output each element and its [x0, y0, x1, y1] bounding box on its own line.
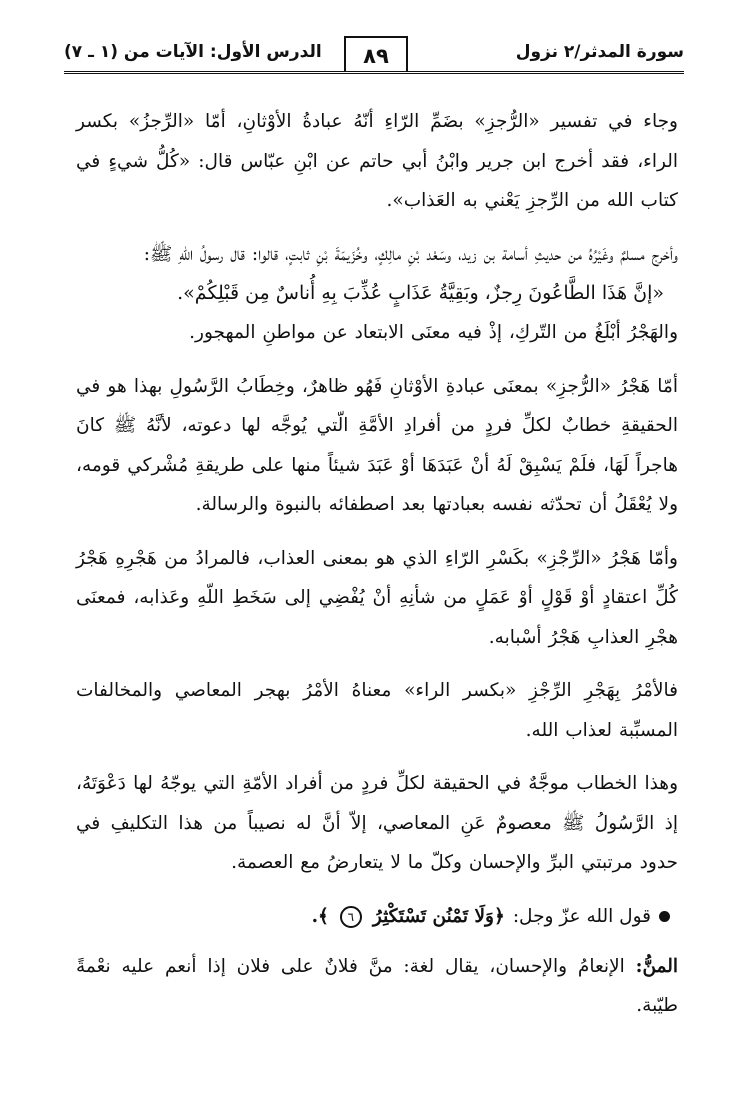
surah-title: سورة المدثر/٢ نزول: [515, 42, 684, 62]
bullet-icon: [659, 911, 670, 922]
paragraph-mann-definition: [76, 947, 678, 1026]
paragraph-rujz-meaning: وجاء في تفسير «الرُّجزِ» بضَمِّ الرّاءِ أنّهُ عبادةُ الأوْثانِ، أمّا «الرِّجزُ» بكسر الراء، فقد أخرج ابن جرير وابْنُ أبي حاتم عن ابْنِ عبّاس قال: «كُلُّ شيءٍ في كتاب الله من الرِّجزِ يَعْني به العَذاب».: [76, 111, 678, 211]
lesson-title: الدرس الأول: الآيات من (١ ـ ٧): [64, 42, 322, 62]
verse-text: ﴿وَلَا تَمْنُن تَسْتَكْثِرُ: [372, 905, 505, 927]
verse-close: ﴾.: [311, 905, 329, 927]
page-content: [76, 102, 678, 1040]
verse-bullet-line: [76, 897, 678, 937]
definition-mann: الإنعامُ والإحسان، يقال لغة: منَّ فلانٌ على فلان إذا أنعم عليه نعْمةً طيّبة.: [76, 955, 678, 1016]
paragraph-hadith-intro: وأخرج مسلمٌ وغَيْرُهُ من حديثِ أسامة بن زيد، وسَعْد بْنِ مالِكٍ، وخُزَيمَةَ بْنِ ثابتٍ، قالوا: قال رسولُ اللّهِ ﷺ:: [143, 243, 678, 265]
paragraph-punishment: وأمّا هَجْرُ «الرِّجْزِ» بكَسْرِ الرّاءِ الذي هو بمعنى العذاب، فالمرادُ من هَجْرِهِ هَجْرُ كُلِّ اعتقادٍ أوْ قَوْلٍ أوْ عَمَلٍ من شأنِهِ أنْ يُفْضِي إلى سَخَطِ اللّهِ وعَذابه، فمعنَى هجْرِ العذابِ هَجْرُ أسْبابه.: [76, 547, 678, 648]
paragraph-hajr-meaning: والهَجْرُ أبْلَغُ من التّركِ، إذْ فيه معنَى الابتعاد عن مواطنِ المهجور.: [189, 322, 678, 343]
term-mann: المنُّ:: [635, 955, 678, 977]
verse-intro: قول الله عزّ وجل:: [512, 905, 651, 927]
hadith-quote: «إنَّ هَذَا الطَّاعُونَ رِجزٌ، وبَقِيَّةُ عَذَابٍ عُذِّبَ بِهِ أُناسٌ مِن قَبْلِكُمْ».: [177, 282, 664, 304]
ayah-number-icon: ٦: [340, 906, 362, 928]
page-header: [64, 36, 684, 74]
header-rule: [64, 71, 684, 74]
page-number: ٨٩: [344, 36, 408, 72]
paragraph-addressed: وهذا الخطاب موجَّهٌ في الحقيقة لكلِّ فردٍ من أفراد الأمّةِ التي يوجّهُ لها دَعْوَتَهُ، إذ الرَّسُولُ ﷺ معصومٌ عَنِ المعاصي، إلاّ أنَّ له نصيباً من هذا التكليفِ في حدود مرتبتي البرِّ والإحسان وكلّ ما لا يتعارضُ مع العصمة.: [76, 773, 678, 873]
paragraph-command: فالأمْرُ بِهَجْرِ الرِّجْزِ «بكسر الراء» معناهُ الأمْرُ بهجر المعاصي والمخالفات المسبِّبة لعذاب الله.: [76, 680, 678, 741]
paragraph-idol-worship: أمّا هَجْرُ «الرُّجزِ» بمعنَى عبادةِ الأوْثانِ فَهُو ظاهرٌ، وخِطَابُ الرَّسُولِ بهذا هو في الحقيقةِ خطابٌ لكلِّ فردٍ من أفرادِ الأمَّةِ الّتي يُوجَّه لها دعوته، لأنَّهُ ﷺ كانَ هاجراً لَهَا، فلَمْ يَسْبِقْ لَهُ أنْ عَبَدَهَا أوْ عَبَدَ شيئاً منها على طريقةِ مُشْركي قومه، ولا يُعْقَلُ أن تحدّثه نفسه بعبادتها بعد اصطفائه بالنبوة والرسالة.: [76, 375, 678, 515]
